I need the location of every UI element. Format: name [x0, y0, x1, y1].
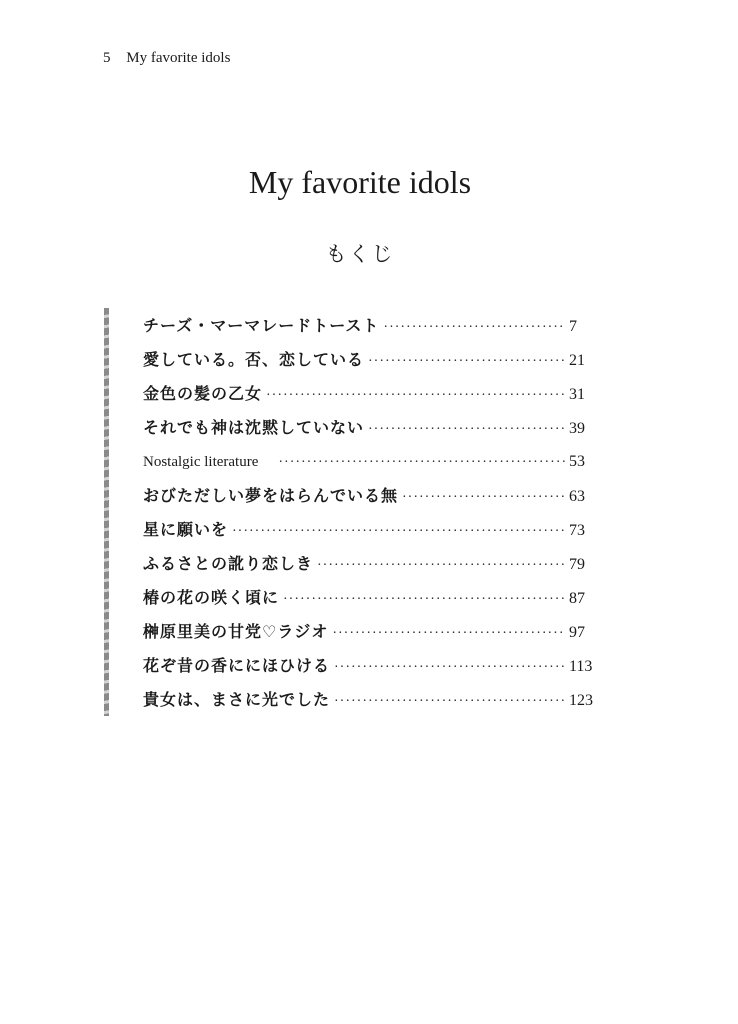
toc-entry-title: それでも神は沈黙していない [143, 418, 365, 437]
toc-leader-dots [317, 549, 565, 583]
toc-entry-page: 97 [569, 624, 585, 641]
toc-entry-page: 113 [569, 658, 593, 675]
toc-entry[interactable] [143, 615, 603, 649]
toc-heading: もくじ [325, 242, 395, 266]
toc-leader-dots [334, 651, 565, 685]
toc-leader-dots [368, 413, 565, 447]
toc-leader-dots [278, 446, 565, 480]
toc-leader-dots [402, 481, 565, 515]
toc-leader-dots [332, 617, 565, 651]
toc-decorative-bar [104, 308, 109, 716]
header-page-number: 5 [103, 50, 111, 66]
toc-entry-title: Nostalgic literature [143, 454, 259, 470]
toc-leader-dots [266, 379, 565, 413]
toc-entry[interactable] [143, 377, 603, 411]
book-title: My favorite idols [248, 164, 472, 200]
toc-entry-page: 123 [569, 692, 593, 709]
toc-leader-dots [283, 583, 565, 617]
toc-entry[interactable] [143, 479, 603, 513]
toc-entry-title: 愛している。否、恋している [143, 350, 365, 369]
toc-entry-title: ふるさとの訛り恋しき [143, 554, 314, 573]
toc-entry[interactable] [143, 649, 603, 683]
toc-entry-page: 7 [569, 318, 577, 335]
toc-entry[interactable] [143, 445, 603, 479]
toc-entry[interactable] [143, 513, 603, 547]
toc-entry[interactable] [143, 343, 603, 377]
toc-entry-page: 63 [569, 488, 585, 505]
toc-entry-page: 39 [569, 420, 585, 437]
toc-entry[interactable] [143, 309, 603, 343]
toc-entry-page: 87 [569, 590, 585, 607]
toc-entry-page: 31 [569, 386, 585, 403]
toc-entry-title: チーズ・マーマレードトースト [143, 316, 380, 335]
toc-entry-title: 花ぞ昔の香ににほひける [143, 656, 331, 675]
toc-entry[interactable] [143, 683, 603, 717]
toc-entry-page: 79 [569, 556, 585, 573]
toc-entry[interactable] [143, 411, 603, 445]
running-header [103, 48, 230, 68]
toc-entry[interactable] [143, 547, 603, 581]
toc-leader-dots [383, 311, 565, 345]
toc-entry-page: 73 [569, 522, 585, 539]
toc-leader-dots [368, 345, 565, 379]
toc-entry-title: 星に願いを [143, 520, 229, 539]
table-of-contents [143, 309, 603, 717]
toc-entry-title: 金色の髪の乙女 [143, 384, 263, 403]
toc-entry-title: 榊原里美の甘党♡ラジオ [143, 622, 329, 641]
toc-leader-dots [232, 515, 565, 549]
toc-leader-dots [334, 685, 565, 719]
toc-entry-page: 53 [569, 453, 585, 470]
toc-entry-title: 椿の花の咲く頃に [143, 588, 280, 607]
toc-entry[interactable] [143, 581, 603, 615]
toc-entry-title: 貴女は、まさに光でした [143, 690, 331, 709]
header-title: My favorite idols [126, 50, 231, 66]
toc-entry-page: 21 [569, 352, 585, 369]
toc-entry-title: おびただしい夢をはらんでいる無 [143, 486, 399, 505]
